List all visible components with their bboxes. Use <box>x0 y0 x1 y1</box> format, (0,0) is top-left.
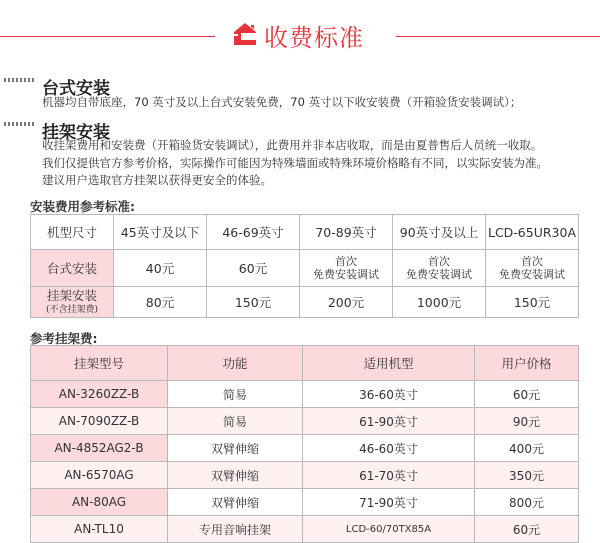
table-cell: 40元 <box>114 250 207 287</box>
table-cell: 首次 免费安装调试 <box>393 250 486 287</box>
table-cell: 36-60英寸 <box>303 381 475 408</box>
table-cell: 150元 <box>486 287 579 318</box>
table-cell: 71-90英寸 <box>303 489 475 516</box>
table-cell: 双臂伸缩 <box>168 435 303 462</box>
header-cell: 功能 <box>168 346 303 381</box>
install-table-caption: 安装费用参考标准: <box>30 199 135 214</box>
table-row <box>31 287 579 318</box>
header-cell: 机型尺寸 <box>31 215 114 250</box>
section-text-wall-line2: 我们仅提供官方参考价格，实际操作可能因为特殊墙面或特殊环境价格略有不同，以实际安装为准。 <box>42 156 548 170</box>
table-cell: 46-60英寸 <box>303 435 475 462</box>
page-header <box>0 0 600 62</box>
table-cell: 200元 <box>300 287 393 318</box>
table-cell: 60元 <box>475 516 579 543</box>
table-cell: 简易 <box>168 381 303 408</box>
section-title-desk: 台式安装 <box>42 79 110 99</box>
header-cell: 适用机型 <box>303 346 475 381</box>
page-title: 收费标准 <box>264 23 364 52</box>
table-cell: 双臂伸缩 <box>168 489 303 516</box>
table-cell: 1000元 <box>393 287 486 318</box>
table-row <box>31 381 579 408</box>
table-row <box>31 250 579 287</box>
table-cell: 首次 免费安装调试 <box>300 250 393 287</box>
header-cell: 70-89英寸 <box>300 215 393 250</box>
table-cell: 61-70英寸 <box>303 462 475 489</box>
header-cell: 45英寸及以下 <box>114 215 207 250</box>
row-sublabel: (不含挂架费) <box>45 305 99 315</box>
table-row <box>31 489 579 516</box>
section-text-desk-line1: 机器均自带底座，70 英寸及以上台式安装免费，70 英寸以下收安装费（开箱验货安装调试）； <box>42 95 522 109</box>
table-row <box>31 516 579 543</box>
section-title-wall: 挂架安装 <box>42 123 110 143</box>
header-cell: 挂架型号 <box>31 346 168 381</box>
table-cell: 60元 <box>475 381 579 408</box>
table-cell: AN-7090ZZ-B <box>31 408 168 435</box>
table-cell: AN-4852AG2-B <box>31 435 168 462</box>
header-divider-right <box>396 36 600 37</box>
table-header-row <box>31 346 579 381</box>
table-cell: 简易 <box>168 408 303 435</box>
header-cell: 90英寸及以上 <box>393 215 486 250</box>
header-cell: LCD-65UR30A <box>486 215 579 250</box>
row-label: 挂架安装 <box>46 288 97 303</box>
table-cell: AN-TL10 <box>31 516 168 543</box>
home-icon <box>232 20 258 50</box>
section-text-wall-line3: 建议用户选取官方挂架以获得更安全的体验。 <box>42 173 272 187</box>
section-marker <box>4 122 36 126</box>
table-cell: 首次 免费安装调试 <box>486 250 579 287</box>
header-title-group <box>232 18 364 52</box>
mount-fee-table <box>30 345 579 543</box>
table-cell: LCD-60/70TX85A <box>303 516 475 543</box>
table-cell: 专用音响挂架 <box>168 516 303 543</box>
mount-table-caption: 参考挂架费: <box>30 331 98 346</box>
section-marker <box>4 78 36 82</box>
table-cell: 双臂伸缩 <box>168 462 303 489</box>
table-cell: AN-3260ZZ-B <box>31 381 168 408</box>
table-row <box>31 435 579 462</box>
table-cell: AN-6570AG <box>31 462 168 489</box>
row-label-group <box>31 287 114 318</box>
table-cell: 60元 <box>207 250 300 287</box>
table-row <box>31 462 579 489</box>
table-header-row <box>31 215 579 250</box>
header-cell: 46-69英寸 <box>207 215 300 250</box>
install-fee-table <box>30 214 579 318</box>
table-cell: 80元 <box>114 287 207 318</box>
table-cell: 150元 <box>207 287 300 318</box>
table-cell: AN-80AG <box>31 489 168 516</box>
table-cell: 61-90英寸 <box>303 408 475 435</box>
header-cell: 用户价格 <box>475 346 579 381</box>
table-cell: 800元 <box>475 489 579 516</box>
table-cell: 90元 <box>475 408 579 435</box>
table-cell: 400元 <box>475 435 579 462</box>
section-text-wall-line1: 收挂架费用和安装费（开箱验货安装调试），此费用并非本店收取，而是由夏普售后人员统一收取。 <box>42 138 543 152</box>
header-divider-left <box>0 36 215 37</box>
table-row <box>31 408 579 435</box>
table-cell: 350元 <box>475 462 579 489</box>
row-label: 台式安装 <box>31 250 114 287</box>
